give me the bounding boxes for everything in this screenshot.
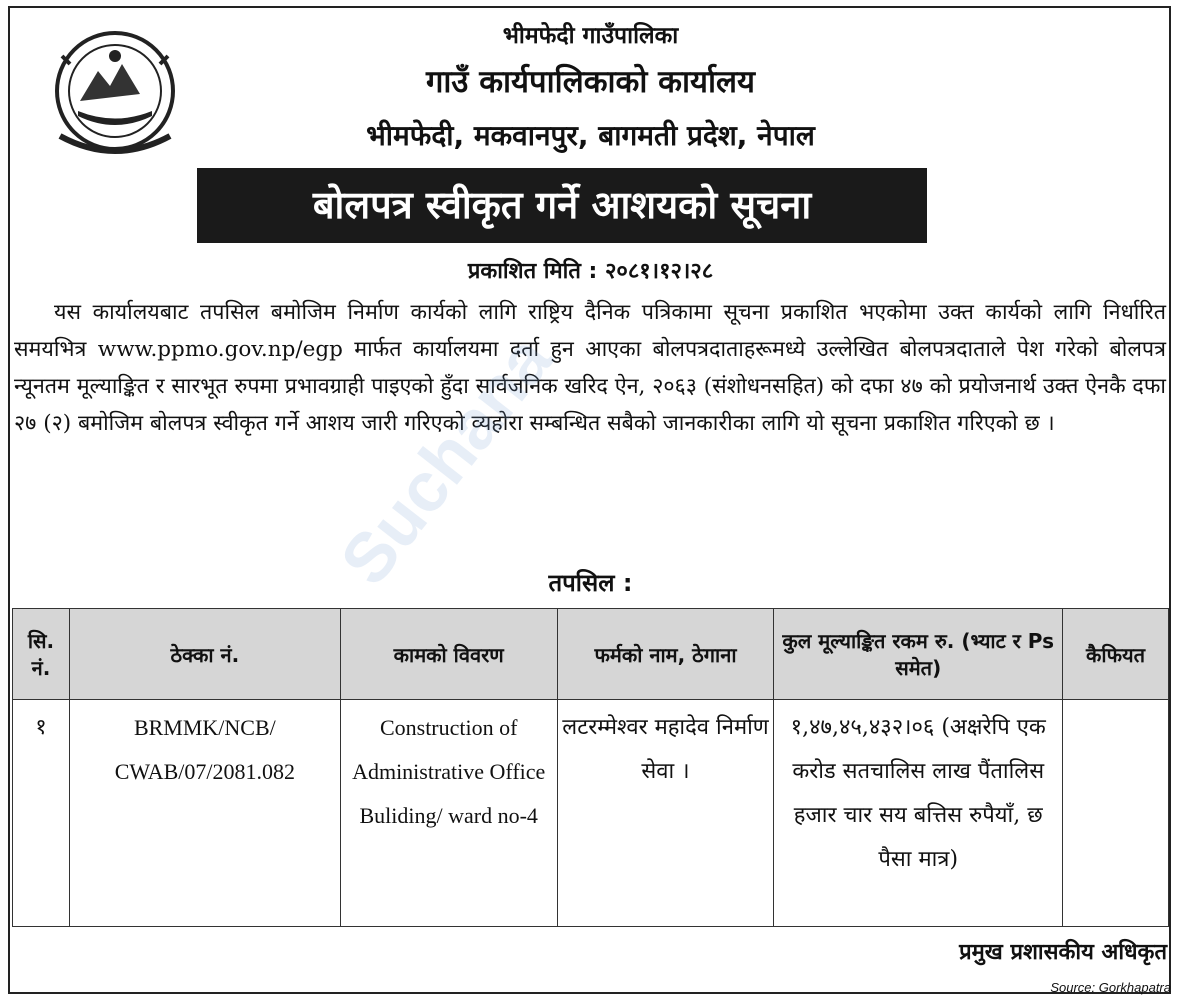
col-header-sn: सि. नं.: [13, 609, 70, 700]
col-header-amount: कुल मूल्याङ्कित रकम रु. (भ्याट र Ps समेत): [774, 609, 1063, 700]
watermark: Suchana: [325, 321, 567, 599]
notice-paragraph: यस कार्यालयबाट तपसिल बमोजिम निर्माण कार्यको लागि राष्ट्रिय दैनिक पत्रिकामा सूचना प्रकाशित भएकोमा उक्त कार्यको लागि निर्धारित समयभित्र www.ppmo.gov.np/egp मार्फत कार्यालयमा दर्ता हुन आएका बोलपत्रदाताहरूमध्ये उल्लेखित बोलपत्रदाताले पेश गरेको बोलपत्र न्यूनतम मूल्याङ्कित र सारभूत रुपमा प्रभावग्राही पाइएको हुँदा सार्वजनिक खरिद ऐन, २०६३ (संशोधनसहित) को दफा ४७ को प्रयोजनार्थ उक्त ऐनकै दफा २७ (२) बमोजिम बोलपत्र स्वीकृत गर्ने आशय जारी गरिएको व्यहोरा सम्बन्धित सबैको जानकारीका लागि यो सूचना प्रकाशित गरिएको छ ।: [14, 300, 1166, 436]
cell-contract-no: BRMMK/NCB/ CWAB/07/2081.082: [69, 700, 340, 927]
col-header-contract-no: ठेक्का नं.: [69, 609, 340, 700]
published-date: प्रकाशित मिति : २०८१।१२।२८: [467, 259, 714, 284]
office-name: गाउँ कार्यपालिकाको कार्यालय: [425, 64, 756, 100]
cell-description: Construction of Administrative Office Buliding/ ward no-4: [340, 700, 557, 927]
office-address: भीमफेदी, मकवानपुर, बागमती प्रदेश, नेपाल: [366, 119, 815, 152]
municipality-name: भीमफेदी गाउँपालिका: [502, 23, 679, 49]
cell-remarks: [1063, 700, 1169, 927]
col-header-remarks: कैफियत: [1063, 609, 1169, 700]
schedule-table: [12, 608, 1169, 927]
table-header-row: [13, 609, 1169, 700]
cell-amount: १,४७,४५,४३२।०६ (अक्षरेपि एक करोड सतचालिस लाख पैंतालिस हजार चार सय बत्तिस रुपैयाँ, छ पैसा मात्र): [774, 700, 1063, 927]
cell-sn: १: [13, 700, 70, 927]
cell-firm: लटरम्मेश्वर महादेव निर्माण सेवा ।: [557, 700, 774, 927]
table-row: [13, 700, 1169, 927]
notice-body: [14, 294, 1166, 442]
schedule-title: तपसिल :: [548, 569, 633, 597]
signatory-title: प्रमुख प्रशासकीय अधिकृत: [959, 940, 1167, 965]
col-header-firm: फर्मको नाम, ठेगाना: [557, 609, 774, 700]
source-credit: Source: Gorkhapatra: [1050, 980, 1171, 995]
notice-title: बोलपत्र स्वीकृत गर्ने आशयको सूचना: [197, 168, 927, 243]
col-header-description: कामको विवरण: [340, 609, 557, 700]
